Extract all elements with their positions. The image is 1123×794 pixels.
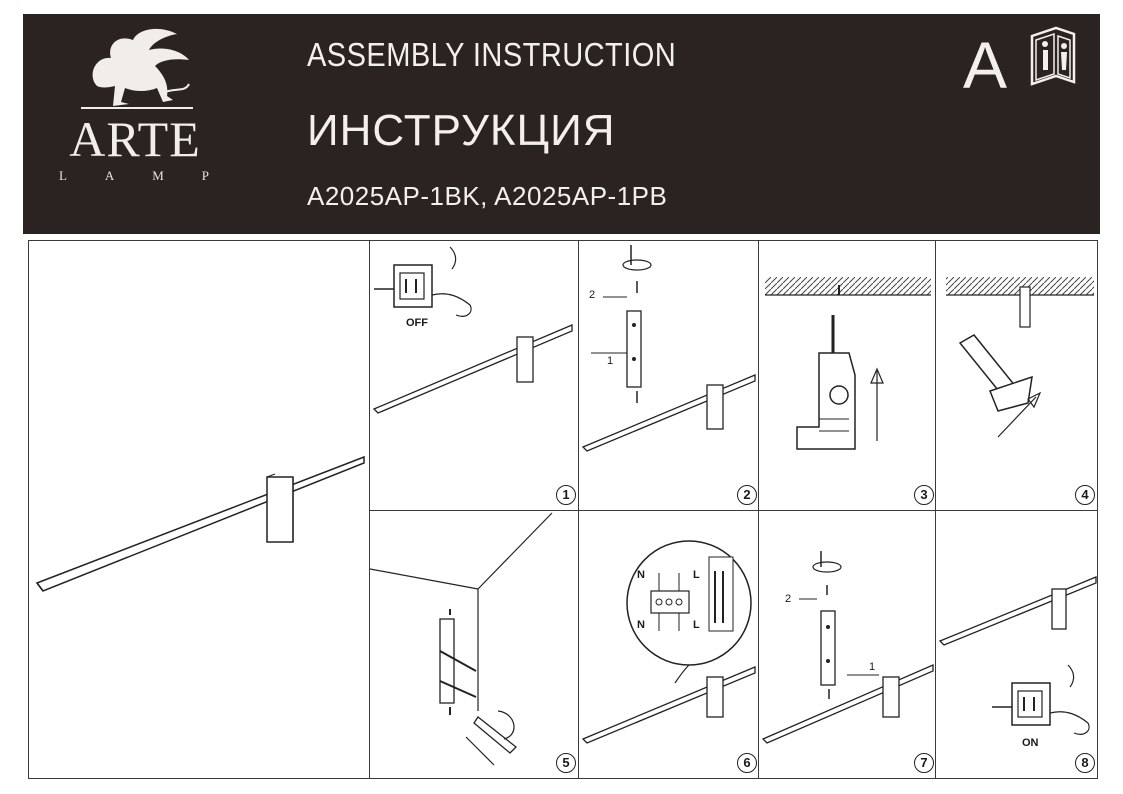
step-2-panel bbox=[578, 240, 759, 511]
step-3-panel bbox=[758, 240, 936, 511]
lamp-illustration bbox=[29, 241, 371, 780]
step-number: 8 bbox=[1075, 753, 1095, 773]
step-7-panel bbox=[758, 510, 936, 779]
step-number: 6 bbox=[737, 753, 757, 773]
step-5-panel bbox=[369, 510, 579, 779]
callout-1: 1 bbox=[869, 661, 876, 673]
wall-mount-illustration bbox=[370, 511, 580, 780]
wiring-illustration bbox=[579, 511, 760, 780]
header-banner bbox=[23, 14, 1100, 234]
wire-label: N bbox=[637, 619, 645, 631]
switch-off-illustration bbox=[370, 241, 580, 512]
callout-2: 2 bbox=[785, 593, 792, 605]
step-number: 4 bbox=[1075, 485, 1095, 505]
brand-sub-letter: M bbox=[152, 168, 164, 183]
title-russian: ИНСТРУКЦИЯ bbox=[307, 106, 616, 155]
brand-sub-letter: P bbox=[201, 168, 209, 183]
step-number: 1 bbox=[556, 485, 576, 505]
step-number: 5 bbox=[556, 753, 576, 773]
step-number: 3 bbox=[914, 485, 934, 505]
griffin-logo bbox=[77, 26, 197, 112]
bracket-removal-illustration bbox=[579, 241, 760, 512]
step-8-panel bbox=[935, 510, 1098, 779]
brand-logo bbox=[55, 26, 215, 196]
brand-sub-letter: L bbox=[59, 168, 67, 183]
step-4-panel bbox=[935, 240, 1098, 511]
switch-on-illustration bbox=[936, 511, 1099, 780]
manual-book-icon bbox=[1028, 24, 1078, 88]
step-6-panel bbox=[578, 510, 759, 779]
on-label: ON bbox=[1022, 737, 1039, 749]
step-number: 7 bbox=[914, 753, 934, 773]
wire-label: N bbox=[637, 569, 645, 581]
model-numbers: A2025AP-1BK, A2025AP-1PB bbox=[307, 181, 668, 211]
language-letter: A bbox=[963, 28, 1008, 102]
callout-1: 1 bbox=[607, 355, 614, 367]
bracket-attach-illustration bbox=[759, 511, 937, 780]
brand-sub-letter: A bbox=[104, 168, 115, 183]
step-number: 2 bbox=[737, 485, 757, 505]
product-overview-panel bbox=[28, 240, 370, 779]
off-label: OFF bbox=[406, 317, 428, 329]
drill-illustration bbox=[759, 241, 937, 512]
hammer-illustration bbox=[936, 241, 1099, 512]
title-english: ASSEMBLY INSTRUCTION bbox=[307, 36, 677, 73]
brand-name: ARTE bbox=[69, 111, 201, 167]
wire-label: L bbox=[693, 619, 700, 631]
brand-subtitle bbox=[59, 168, 209, 184]
wire-label: L bbox=[693, 569, 700, 581]
callout-2: 2 bbox=[589, 289, 596, 301]
step-1-panel bbox=[369, 240, 579, 511]
